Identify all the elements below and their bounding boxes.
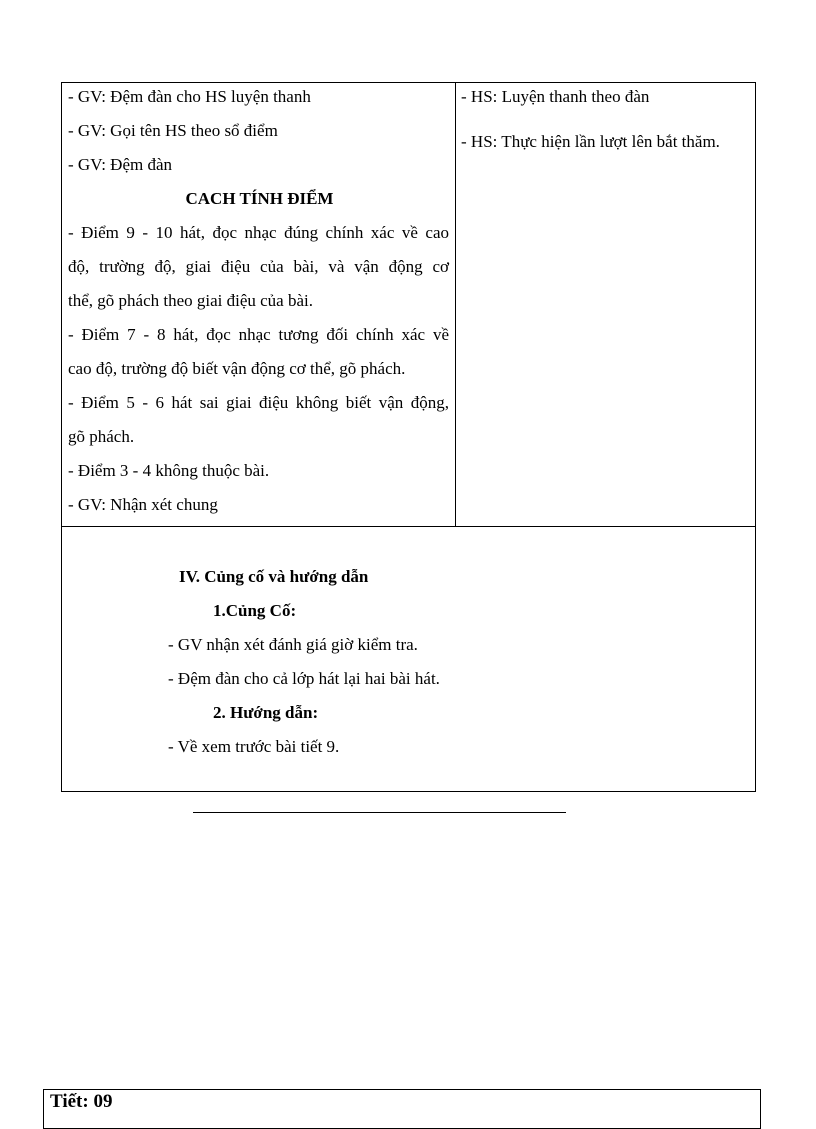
section-heading: IV. Củng cố và hướng dẫn (179, 567, 369, 586)
score-9-10-line-2: độ, trường độ, giai điệu của bài, và vận động cơ (68, 257, 449, 276)
score-3-4-line: - Điểm 3 - 4 không thuộc bài. (68, 461, 270, 480)
teacher-line-1: - GV: Đệm đàn cho HS luyện thanh (68, 87, 311, 106)
guidance-item-1: - Về xem trước bài tiết 9. (168, 737, 340, 756)
next-page-header: Tiết: 09 (50, 1091, 113, 1112)
student-line-2: - HS: Thực hiện lần lượt lên bắt thăm. (461, 132, 720, 151)
consolidation-subheading: 1.Củng Cố: (213, 601, 297, 620)
column-divider (455, 83, 456, 526)
scoring-heading: CACH TÍNH ĐIỂM (185, 189, 334, 208)
consolidation-item-1: - GV nhận xét đánh giá giờ kiểm tra. (168, 635, 418, 654)
guidance-subheading: 2. Hướng dẫn: (213, 703, 319, 722)
consolidation-box (61, 526, 756, 792)
separator-line (193, 812, 566, 813)
teacher-line-3: - GV: Đệm đàn (68, 155, 173, 174)
teacher-comment-line: - GV: Nhận xét chung (68, 495, 218, 514)
score-9-10-line-3: thể, gõ phách theo giai điệu của bài. (68, 291, 313, 310)
teacher-line-2: - GV: Gọi tên HS theo sổ điểm (68, 121, 278, 140)
score-7-8-line-2: cao độ, trường độ biết vận động cơ thể, gõ phách. (68, 359, 406, 378)
score-5-6-line-1: - Điểm 5 - 6 hát sai giai điệu không biết vận động, (68, 393, 449, 412)
next-page-box (43, 1089, 761, 1129)
score-5-6-line-2: gõ phách. (68, 427, 135, 446)
consolidation-item-2: - Đệm đàn cho cả lớp hát lại hai bài hát. (168, 669, 440, 688)
score-7-8-line-1: - Điểm 7 - 8 hát, đọc nhạc tương đối chính xác về (68, 325, 449, 344)
score-9-10-line-1: - Điểm 9 - 10 hát, đọc nhạc đúng chính xác về cao (68, 223, 449, 242)
student-line-1: - HS: Luyện thanh theo đàn (461, 87, 650, 106)
activity-table (61, 82, 756, 527)
